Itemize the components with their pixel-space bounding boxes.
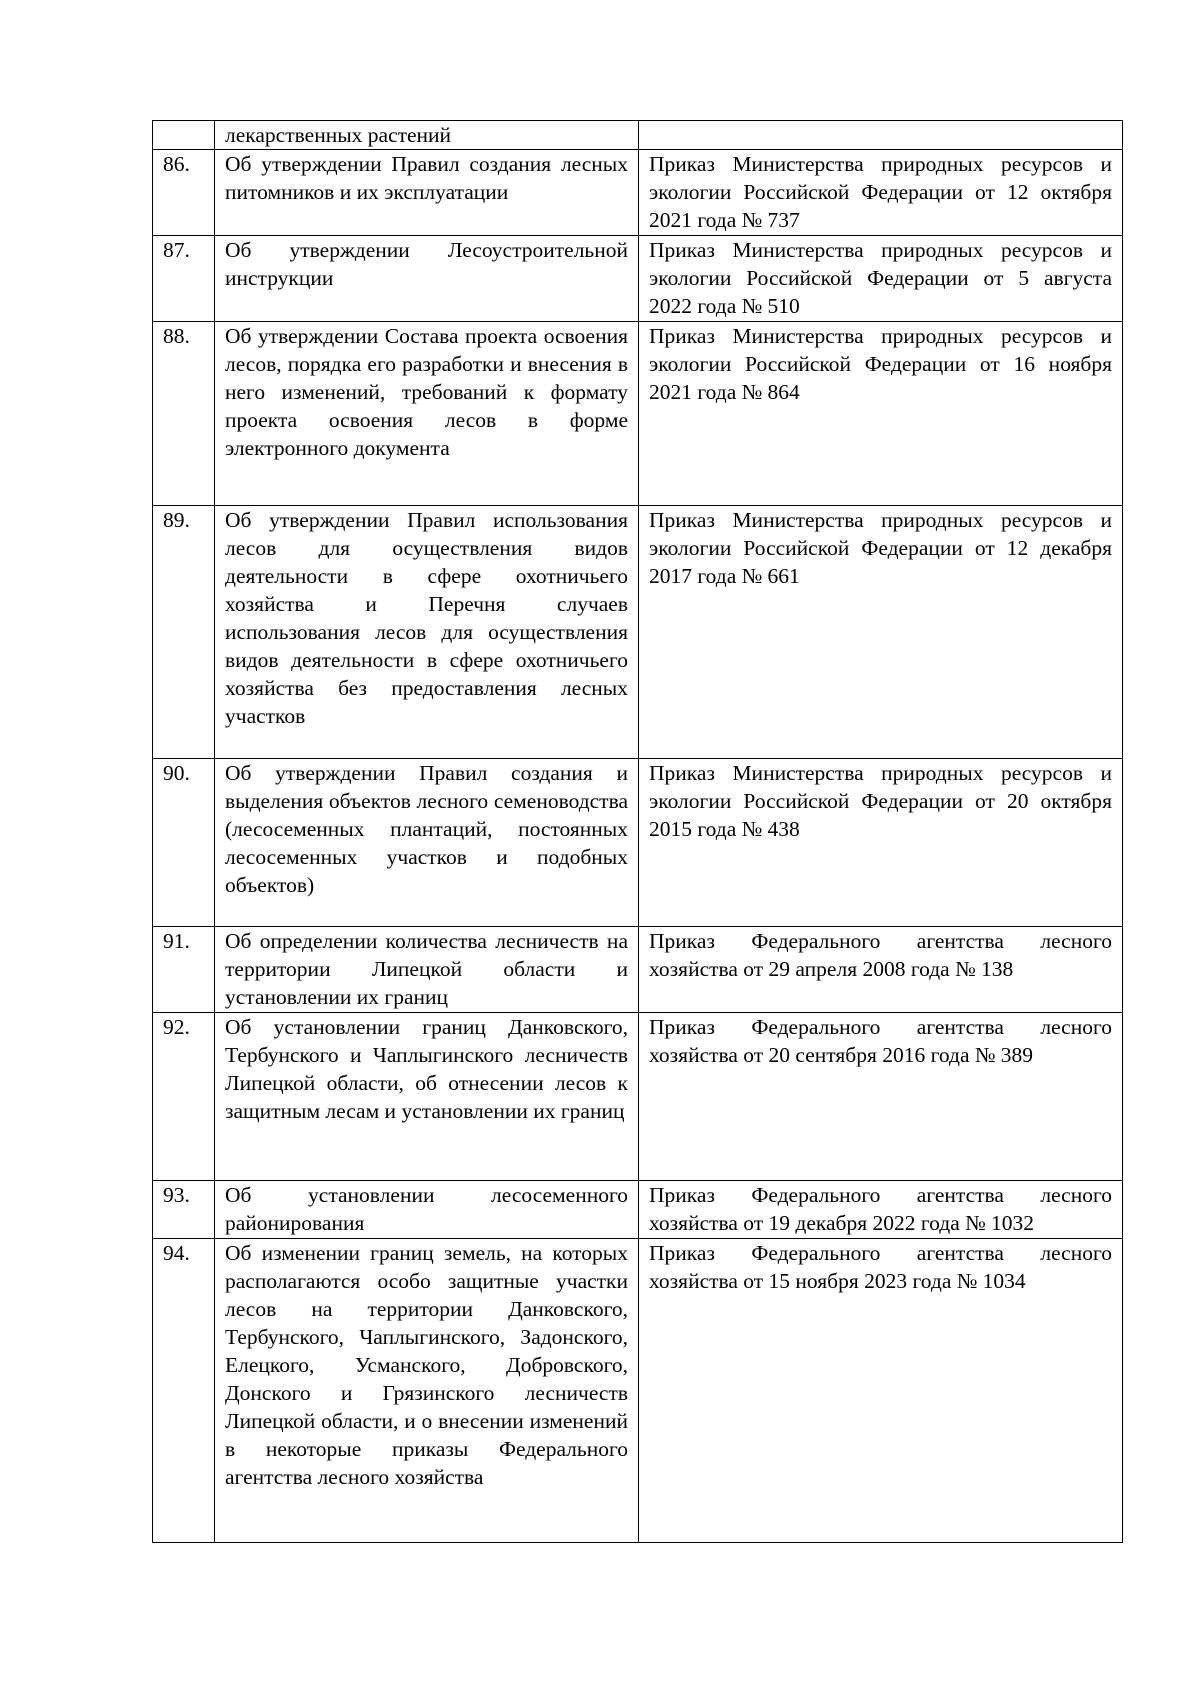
row-number: 86. (153, 150, 215, 236)
table-row (153, 322, 1123, 506)
table-row (153, 1239, 1123, 1543)
act-source: Приказ Министерства природных ресурсов и экологии Российской Федерации от 20 октября 2015 года № 438 (639, 759, 1123, 927)
act-title: Об утверждении Правил использования лесов для осуществления видов деятельности в сфере охотничьего хозяйства и Перечня случаев использования лесов для осуществления видов деятельности в сфере охотничьего хозяйства без предоставления лесных участков (215, 506, 639, 759)
row-number: 92. (153, 1013, 215, 1181)
table-row (153, 759, 1123, 927)
act-title: Об определении количества лесничеств на территории Липецкой области и установлении их границ (215, 927, 639, 1013)
act-title: Об изменении границ земель, на которых располагаются особо защитные участки лесов на территории Данковского, Тербунского, Чаплыгинского, Задонского, Елецкого, Усманского, Добровского, Донского и Грязинского лесничеств Липецкой области, и о внесении изменений в некоторые приказы Федерального агентства лесного хозяйства (215, 1239, 639, 1543)
table-row (153, 927, 1123, 1013)
act-title: Об утверждении Состава проекта освоения лесов, порядка его разработки и внесения в него изменений, требований к формату проекта освоения лесов в форме электронного документа (215, 322, 639, 506)
act-source: Приказ Федерального агентства лесного хозяйства от 20 сентября 2016 года № 389 (639, 1013, 1123, 1181)
row-number: 87. (153, 236, 215, 322)
act-title: Об утверждении Правил создания и выделения объектов лесного семеноводства (лесосеменных плантаций, постоянных лесосеменных участков и подобных объектов) (215, 759, 639, 927)
act-source: Приказ Министерства природных ресурсов и экологии Российской Федерации от 12 декабря 2017 года № 661 (639, 506, 1123, 759)
act-source: Приказ Министерства природных ресурсов и экологии Российской Федерации от 5 августа 2022 года № 510 (639, 236, 1123, 322)
row-number (153, 121, 215, 150)
act-title: Об установлении границ Данковского, Тербунского и Чаплыгинского лесничеств Липецкой области, об отнесении лесов к защитным лесам и установлении их границ (215, 1013, 639, 1181)
table-row (153, 506, 1123, 759)
row-number: 89. (153, 506, 215, 759)
row-number: 90. (153, 759, 215, 927)
row-number: 93. (153, 1181, 215, 1239)
legal-acts-table (152, 120, 1123, 1543)
table-row (153, 121, 1123, 150)
act-title: Об утверждении Лесоустроительной инструкции (215, 236, 639, 322)
act-title: Об утверждении Правил создания лесных питомников и их эксплуатации (215, 150, 639, 236)
act-source: Приказ Министерства природных ресурсов и экологии Российской Федерации от 12 октября 2021 года № 737 (639, 150, 1123, 236)
act-title: Об установлении лесосеменного районирования (215, 1181, 639, 1239)
act-source: Приказ Федерального агентства лесного хозяйства от 29 апреля 2008 года № 138 (639, 927, 1123, 1013)
act-source (639, 121, 1123, 150)
act-source: Приказ Федерального агентства лесного хозяйства от 15 ноября 2023 года № 1034 (639, 1239, 1123, 1543)
row-number: 94. (153, 1239, 215, 1543)
act-source: Приказ Федерального агентства лесного хозяйства от 19 декабря 2022 года № 1032 (639, 1181, 1123, 1239)
table-row (153, 150, 1123, 236)
table-row (153, 236, 1123, 322)
row-number: 91. (153, 927, 215, 1013)
act-title: лекарственных растений (215, 121, 639, 150)
table-row (153, 1181, 1123, 1239)
table-row (153, 1013, 1123, 1181)
row-number: 88. (153, 322, 215, 506)
act-source: Приказ Министерства природных ресурсов и экологии Российской Федерации от 16 ноября 2021 года № 864 (639, 322, 1123, 506)
